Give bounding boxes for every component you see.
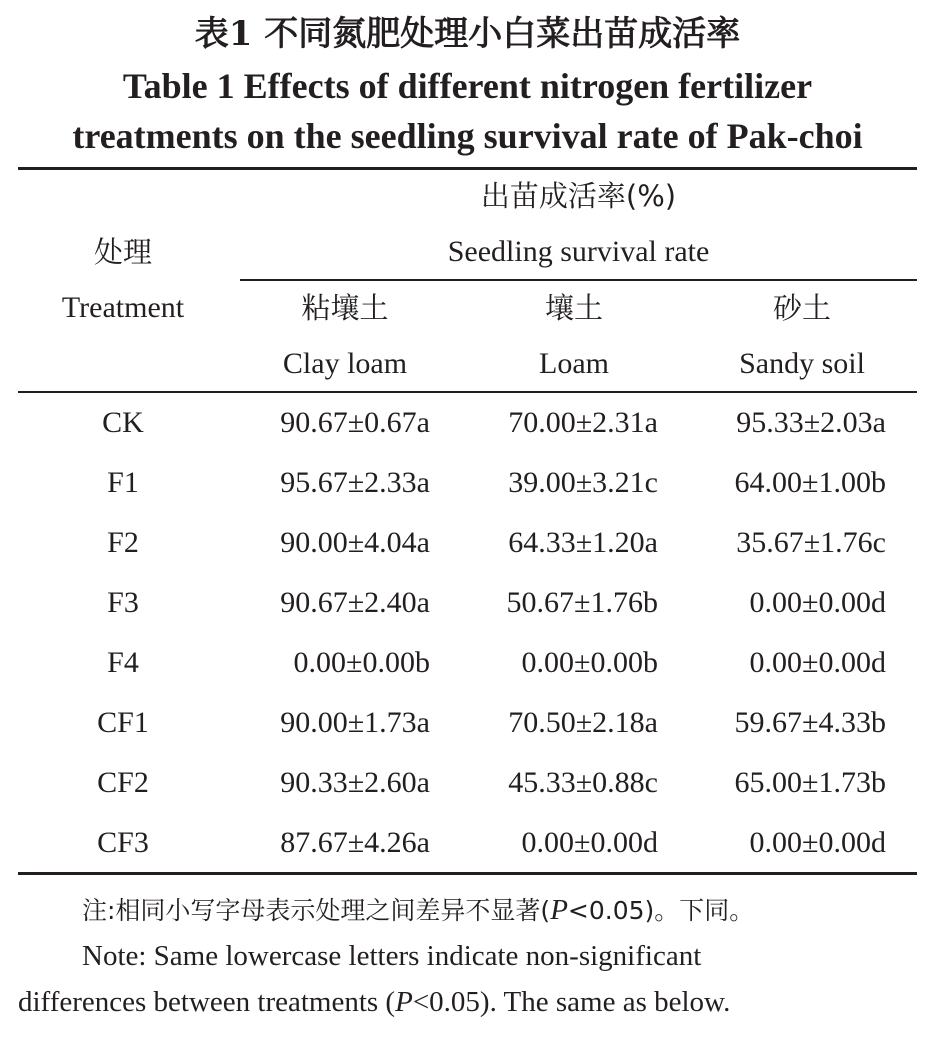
column-header-loam-en: Loam [539, 347, 609, 380]
table-cell: 65.00±1.73b [734, 766, 886, 799]
treatment-label: F3 [107, 586, 139, 619]
note-en-p-symbol: P [395, 986, 413, 1018]
table-cell: 70.50±2.18a [508, 706, 658, 739]
header-bottom-rule [18, 391, 917, 393]
table-cell: 87.67±4.26a [280, 826, 430, 859]
table-caption-en-line2: treatments on the seedling survival rate of Pak-choi [72, 116, 863, 156]
table-cell: 0.00±0.00d [749, 826, 886, 859]
table-cell: 0.00±0.00d [749, 586, 886, 619]
survival-rate-header-cn: 出苗成活率(%) [480, 179, 677, 213]
table-bottom-rule [18, 872, 917, 875]
treatment-label: F1 [107, 466, 139, 499]
column-header-sandy-soil-en: Sandy soil [739, 347, 865, 380]
note-en-text-end: <0.05). The same as below. [412, 986, 731, 1018]
note-cn-text: 注:相同小写字母表示处理之间差异不显著( [82, 896, 551, 925]
table-cell: 90.00±1.73a [280, 706, 430, 739]
table-cell: 50.67±1.76b [506, 586, 658, 619]
note-cn-text-end: <0.05)。下同。 [567, 896, 755, 925]
treatment-label: CF3 [97, 826, 149, 859]
treatment-header-en: Treatment [61, 291, 185, 324]
table-cell: 90.00±4.04a [280, 526, 430, 559]
header-group-rule [240, 279, 917, 281]
treatment-label: CF2 [97, 766, 149, 799]
table-cell: 45.33±0.88c [508, 766, 658, 799]
table-cell: 95.33±2.03a [736, 406, 886, 439]
column-header-clay-loam-cn: 粘壤土 [301, 291, 389, 325]
table-cell: 64.33±1.20a [508, 526, 658, 559]
table-cell: 90.67±2.40a [280, 586, 430, 619]
table-cell: 0.00±0.00b [521, 646, 658, 679]
column-header-clay-loam-en: Clay loam [282, 347, 408, 380]
treatment-label: F4 [107, 646, 139, 679]
table-cell: 0.00±0.00b [293, 646, 430, 679]
column-header-loam-cn: 壤土 [544, 291, 603, 325]
table-cell: 39.00±3.21c [508, 466, 658, 499]
treatment-header-cn: 处理 [93, 235, 152, 269]
treatment-label: CK [102, 406, 144, 439]
survival-rate-header-en: Seedling survival rate [447, 235, 710, 268]
note-en-text: differences between treatments ( [18, 986, 396, 1018]
table-note-en-line2 [18, 982, 730, 1022]
treatment-label: CF1 [97, 706, 149, 739]
note-cn-p-symbol: P [550, 894, 568, 926]
table-cell: 64.00±1.00b [734, 466, 886, 499]
table-cell: 0.00±0.00d [749, 646, 886, 679]
table-cell: 0.00±0.00d [521, 826, 658, 859]
table-cell: 70.00±2.31a [508, 406, 658, 439]
treatment-label: F2 [107, 526, 139, 559]
column-header-sandy-soil-cn: 砂土 [772, 291, 831, 325]
table-note-cn [82, 890, 754, 931]
table-note-en-line1: Note: Same lowercase letters indicate non-significant [82, 940, 702, 972]
table-top-rule [18, 167, 917, 170]
table-cell: 95.67±2.33a [280, 466, 430, 499]
table-cell: 90.33±2.60a [280, 766, 430, 799]
table-cell: 35.67±1.76c [736, 526, 886, 559]
table-caption-cn: 表1 不同氮肥处理小白菜出苗成活率 [194, 14, 741, 54]
table-caption-en-line1: Table 1 Effects of different nitrogen fertilizer [122, 66, 813, 106]
table-cell: 59.67±4.33b [734, 706, 886, 739]
table-cell: 90.67±0.67a [280, 406, 430, 439]
